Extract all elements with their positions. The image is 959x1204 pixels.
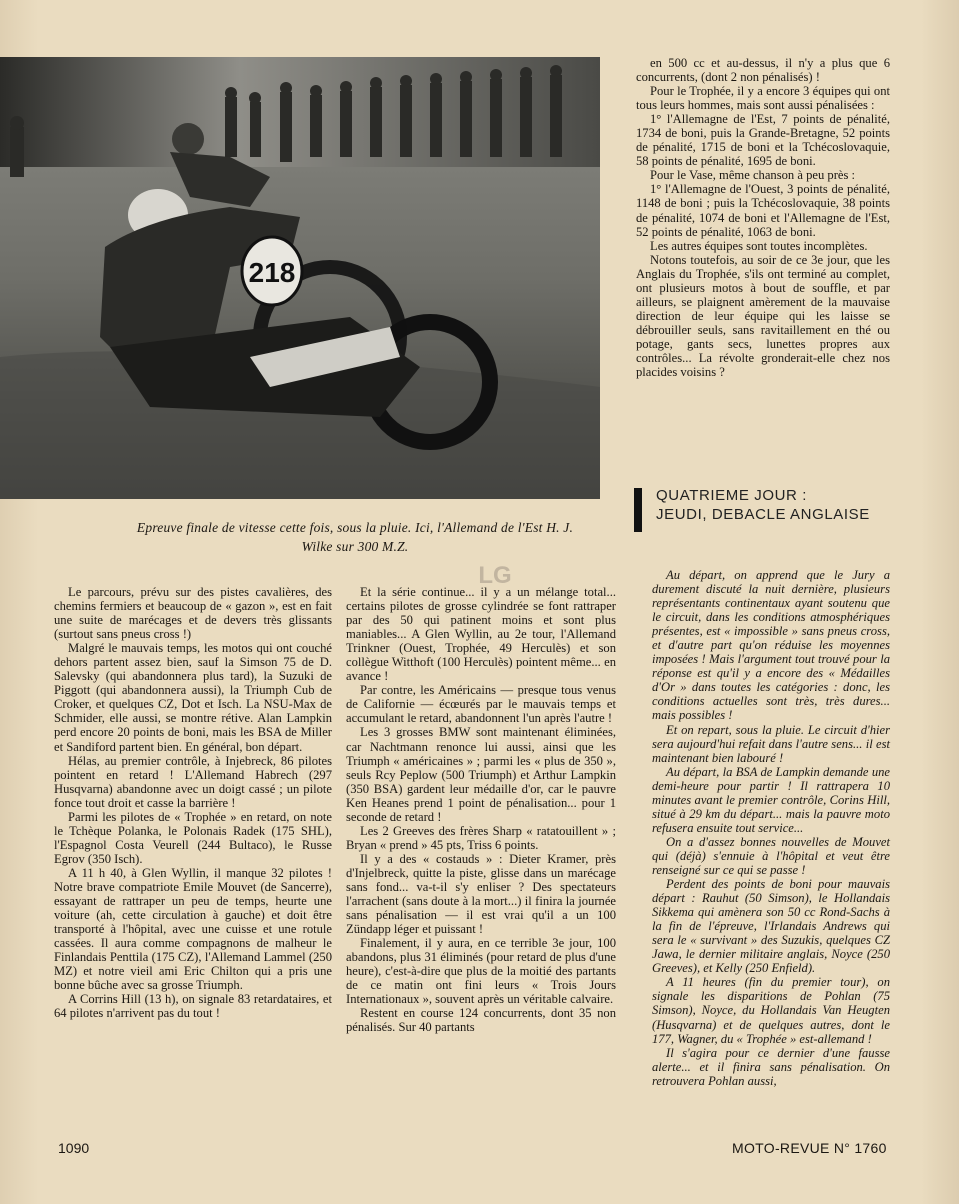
page-number: 1090: [58, 1140, 90, 1156]
heading-bar: [634, 488, 642, 532]
heading-title-line-2: JEUDI, DEBACLE ANGLAISE: [656, 506, 870, 523]
paragraph: Il s'agira pour ce dernier d'une fausse alerte... et il finira sans pénalisation. On retrouvera Pohlan aussi,: [652, 1045, 890, 1088]
paragraph: Et on repart, sous la pluie. Le circuit d'hier sera aujourd'hui refait dans l'autre sens... il est maintenant bien labouré !: [652, 722, 890, 765]
article-column-4: [652, 568, 890, 1088]
paragraph: Pour le Vase, même chanson à peu près :: [650, 168, 856, 183]
heading-title-line-1: QUATRIEME JOUR :: [656, 487, 807, 504]
paragraph: Malgré le mauvais temps, les motos qui ont couché dehors partent assez bien, sauf la Simson 75 de D. Salevsky (qui abandonnera plus tard), la Suzuki de Piggott (qui abandonnera aussi), la Triumph Cub de Croker, et quelques CZ, Dot et Isch. La NSU-Max de Schmider, elle aussi, se montre rétive. Alan Lampkin perd encore 20 points de boni, mais les BSA de Miller et Sandiford partent bien. En général, bon départ.: [54, 641, 332, 754]
race-photo: [0, 57, 600, 499]
paragraph: Parmi les pilotes de « Trophée » en retard, on note le Tchèque Polanka, le Polonais Radek (175 SHL), l'Espagnol Costa Veurell (244 Bultaco), le Russe Egrov (350 Isch).: [54, 809, 332, 866]
paragraph: Hélas, au premier contrôle, à Injebreck, 86 pilotes pointent en retard ! L'Allemand Habrech (297 Husqvarna) abandonne avec un doigt cassé ; un pilote fonce tout droit et casse la barrière !: [54, 753, 332, 810]
paragraph: Il y a des « costauds » : Dieter Kramer, près d'Injelbreck, quitte la piste, glisse dans un marécage sans fond... va-t-il s'y enliser ? Des spectateurs l'arrachent (sans doute à la mort...) il finira la journée sans pénalisation — il est vrai qu'il a un 100 Zündapp léger et puissant !: [346, 851, 616, 937]
paragraph: A 11 h 40, à Glen Wyllin, il manque 32 pilotes ! Notre brave compatriote Emile Mouvet (de Sancerre), essayant de rattraper un peu de temps, heurte une voiture (ah, cette circulation à gauche) et doit être transporté à l'hôpital, avec une cuisse et une rotule cassées. Il aura comme compagnons de malheur le Finlandais Penttila (175 CZ), l'Allemand Lammel (250 MZ) et notre vieil ami Eric Chilton qui a pris une bonne bûche avec sa grosse Triumph.: [54, 865, 332, 993]
watermark-logo: LG: [478, 562, 512, 589]
paragraph: Et la série continue... il y a un mélange total... certains pilotes de grosse cylindrée se font rattraper par des 50 qui patinent moins et sont plus maniables... A Glen Wyllin, au 2e tour, l'Allemand Trinkner (Ouest, Trophée, 49 Herculès) et son collègue Witthoft (100 Herculès) pointent même... en avance !: [346, 585, 616, 684]
race-number: 218: [248, 257, 296, 288]
paragraph: A 11 heures (fin du premier tour), on signale les disparitions de Pohlan (75 Simson), Noyce, du Hollandais Van Heugten (Husqvarna) et de quelques autres, dont le 177, Wagner, du « Trophée » est-allemand !: [652, 975, 890, 1046]
paragraph: Les 2 Greeves des frères Sharp « ratatouillent » ; Bryan « prend » 45 pts, Triss 6 points.: [346, 823, 616, 852]
paragraph: Notons toutefois, au soir de ce 3e jour, que les Anglais du Trophée, s'ils ont terminé au complet, ont plusieurs motos à bout de souffle, et par ailleurs, se plaignent amèrement de la mauvaise direction de leur équipe qui les laisse se débrouiller seuls, sans ravitaillement en thé ou potage, gants secs, lunettes propres aux contrôles... La révolte gronderait-elle chez nos placides voisins ?: [636, 252, 890, 380]
paragraph: Les autres équipes sont toutes incomplètes.: [650, 238, 868, 253]
paragraph: Les 3 grosses BMW sont maintenant éliminées, car Nachtmann renonce lui aussi, ainsi que les Triumph « américaines » ; parmi les « plus de 350 », seuls Rcy Peplow (500 Triumph) et Arthur Lampkin (350 BSA) gardent leur médaille d'or, car le pauvre Ken Heanes prend 1 point de pénalisation... pour 1 seconde de retard !: [346, 725, 616, 824]
motorcycle-race-illustration: [0, 57, 600, 499]
paragraph: en 500 cc et au-dessus, il n'y a plus que 6 concurrents, (dont 2 non pénalisés) !: [636, 56, 890, 85]
magazine-issue: MOTO-REVUE N° 1760: [732, 1140, 887, 1156]
paragraph: Au départ, la BSA de Lampkin demande une demi-heure pour partir ! Il rattrapera 10 minutes avant le premier contrôle, Corins Hill, situé à 29 km du départ... mais la pauvre moto refusera ensuite tout service...: [652, 764, 890, 835]
paragraph: Perdent des points de boni pour mauvais départ : Rauhut (50 Simson), le Hollandais Sikkema qui amènera son 50 cc Rond-Sachs à la fin de l'épreuve, l'Irlandais Andrews qui sera le « survivant » des Suzukis, quelques CZ Jawa, le dernier militaire anglais, Noyce (250 Greeves), et Kelly (250 Enfield).: [652, 877, 890, 976]
article-column-3: [636, 56, 890, 379]
paragraph: 1° l'Allemagne de l'Est, 7 points de pénalité, 1734 de boni, puis la Grande-Bretagne, 52 points de pénalité, 1715 de boni et la Tchécoslovaquie, 58 points de pénalité, 1695 de boni.: [636, 112, 890, 169]
paragraph: 1° l'Allemagne de l'Ouest, 3 points de pénalité, 1148 de boni ; puis la Tchécoslovaquie, 38 points de pénalité, 1074 de boni et l'Allemagne de l'Est, 52 points de pénalité, 1063 de boni.: [636, 182, 890, 239]
paragraph: Restent en course 124 concurrents, dont 35 non pénalisés. Sur 40 partants: [346, 1006, 616, 1035]
paragraph: Le parcours, prévu sur des pistes cavalières, des chemins fermiers et beaucoup de « gazon », est en fait une suite de marécages et de devers très glissants (surtout sans pneus cross !): [54, 585, 332, 642]
article-column-1: [54, 585, 332, 1020]
paragraph: Au départ, on apprend que le Jury a durement discuté la nuit dernière, plusieurs représentants continentaux ayant soutenu que le circuit, dans les conditions atmosphériques présentes, est « impossible » sans pneus cross, et d'autre part qu'on réduise les moyennes imposées ! Mais l'argument tout trouvé pour la réponse est qu'il y a encore des « Médailles d'Or » dans toutes les catégories : donc, les conditions actuelles sont très, très dures... mais possibles !: [652, 568, 890, 723]
paragraph: Pour le Trophée, il y a encore 3 équipes qui ont tous leurs hommes, mais sont aussi pénalisées :: [636, 84, 890, 113]
paragraph: Par contre, les Américains — presque tous venus de Californie — écœurés par le mauvais temps et accumulant le retard, abandonnent l'un après l'autre !: [346, 683, 616, 726]
article-column-2: [346, 585, 616, 1035]
paragraph: Finalement, il y aura, en ce terrible 3e jour, 100 abandons, plus 31 éliminés (pour retard de plus d'une heure), c'est-à-dire que plus de la moitié des partants de ce matin ont fini leurs « Trois Jours Internationaux », souvent après un véritable calvaire.: [346, 936, 616, 1007]
paragraph: On a d'assez bonnes nouvelles de Mouvet qui (déjà) s'ennuie à l'hôpital et veut être renseigné sur ce qui se passe !: [652, 834, 890, 877]
section-heading: [634, 486, 894, 524]
photo-caption: Epreuve finale de vitesse cette fois, sous la pluie. Ici, l'Allemand de l'Est H. J. Wilke sur 300 M.Z.: [136, 520, 574, 554]
paragraph: A Corrins Hill (13 h), on signale 83 retardataires, et 64 pilotes n'arrivent pas du tout !: [54, 992, 332, 1021]
